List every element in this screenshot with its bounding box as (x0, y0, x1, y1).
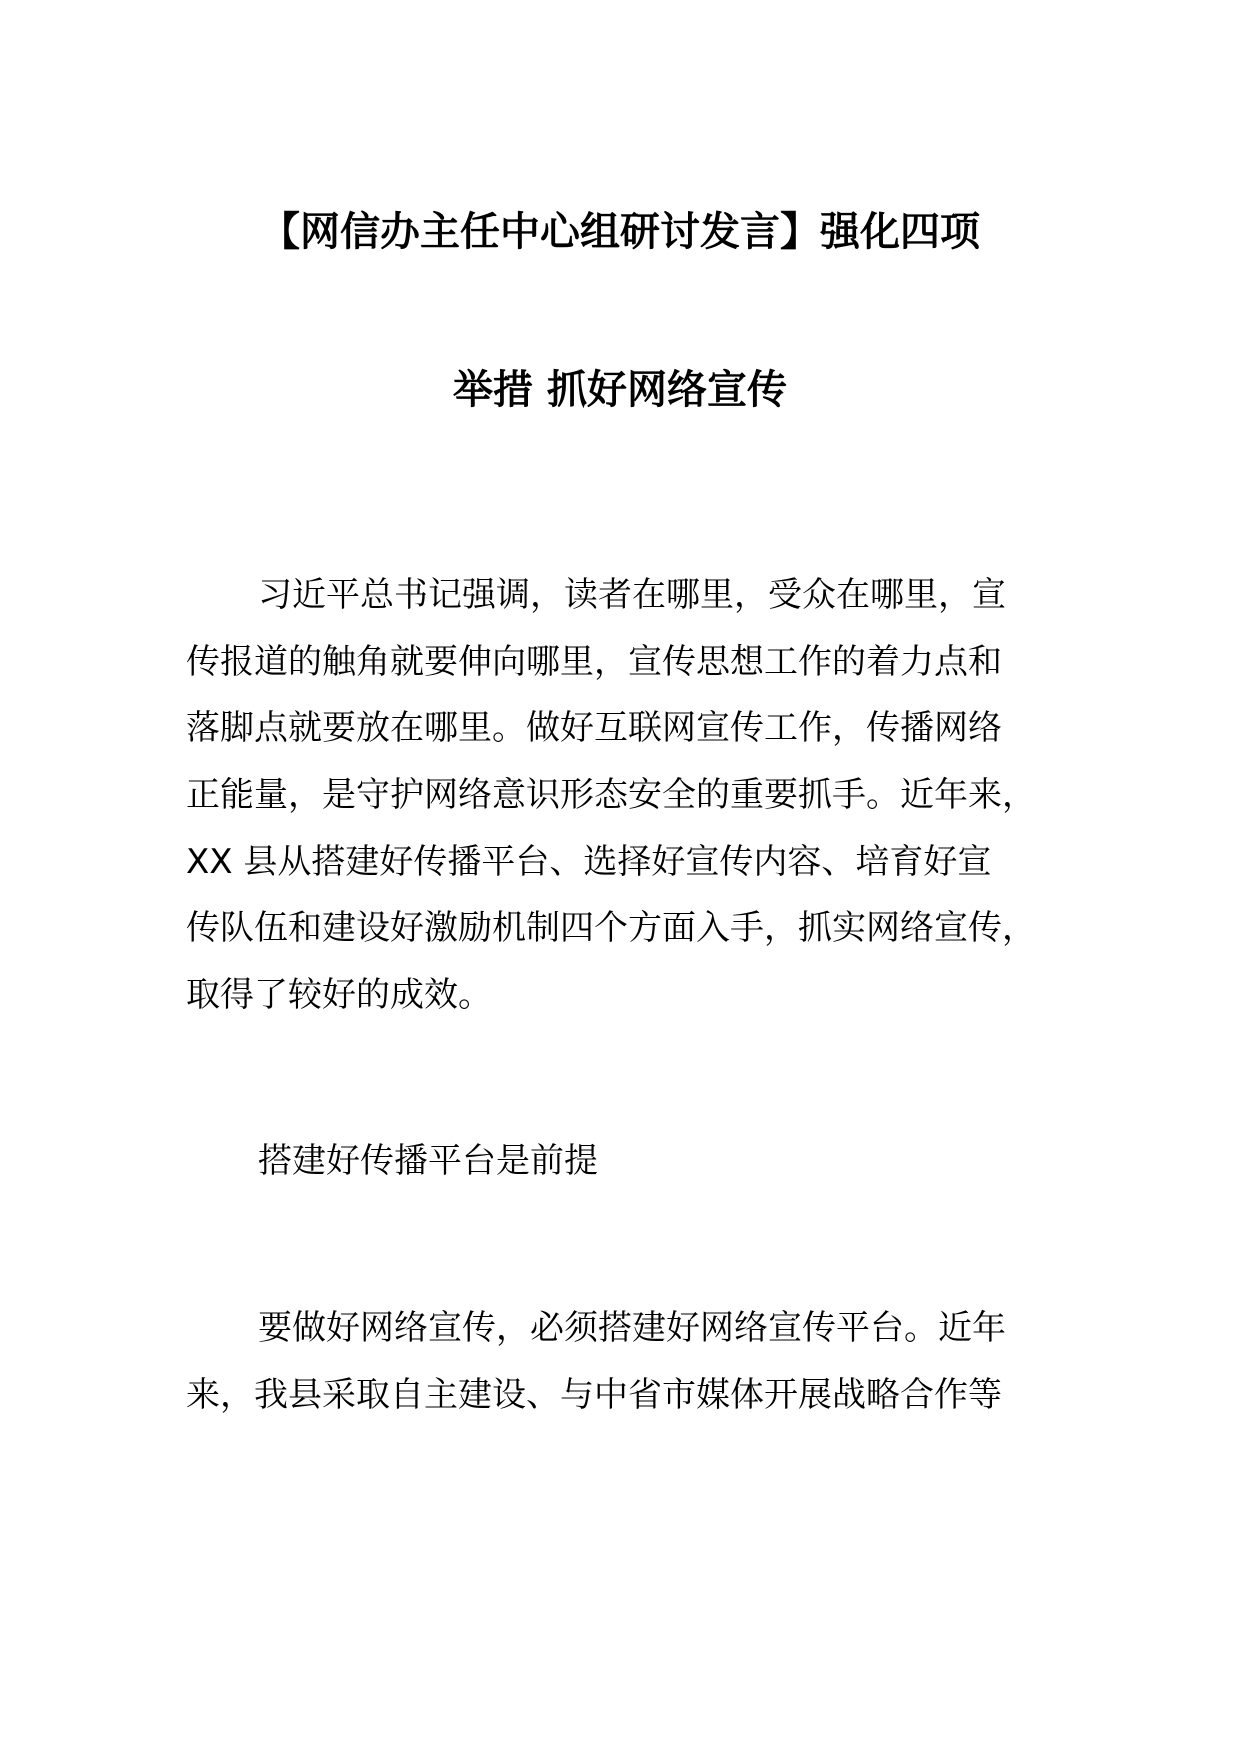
paragraph-line: 落脚点就要放在哪里。做好互联网宣传工作，传播网络 (186, 708, 1002, 748)
title-line-1: 【网信办主任中心组研讨发言】强化四项 (260, 209, 980, 255)
paragraph-line: 要做好网络宣传，必须搭建好网络宣传平台。近年 (258, 1308, 1006, 1348)
paragraph-line: XX 县从搭建好传播平台、选择好宣传内容、培育好宣 (186, 842, 992, 882)
paragraph-line: 传队伍和建设好激励机制四个方面入手，抓实网络宣传， (186, 908, 1036, 948)
paragraph-line: 正能量，是守护网络意识形态安全的重要抓手。近年来， (186, 775, 1036, 815)
paragraph-line: 取得了较好的成效。 (186, 975, 492, 1015)
paragraph-line: 习近平总书记强调，读者在哪里，受众在哪里，宣 (258, 575, 1006, 615)
section-heading: 搭建好传播平台是前提 (258, 1141, 598, 1181)
paragraph-line: 来，我县采取自主建设、与中省市媒体开展战略合作等 (186, 1375, 1002, 1415)
paragraph-line: 传报道的触角就要伸向哪里，宣传思想工作的着力点和 (186, 642, 1002, 682)
title-line-2: 举措 抓好网络宣传 (453, 367, 787, 413)
